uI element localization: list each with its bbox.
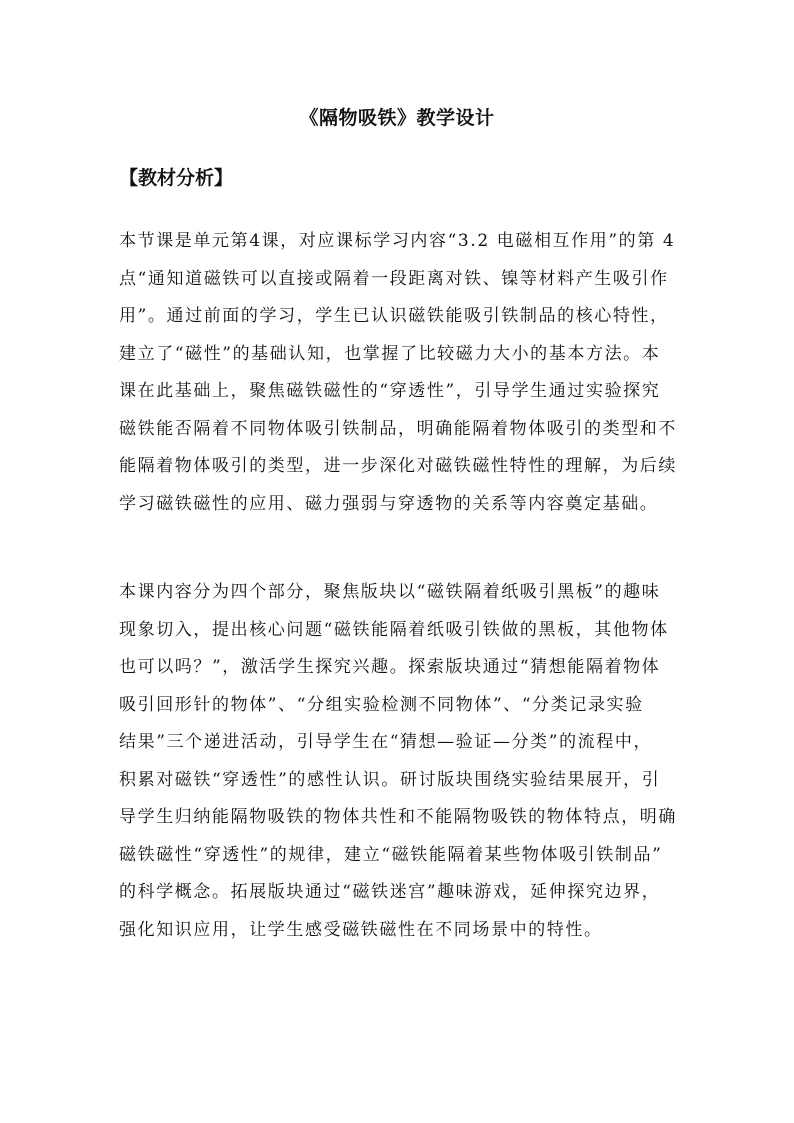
paragraph-line: 磁铁能否隔着不同物体吸引铁制品，明确能隔着物体吸引的类型和不 [119, 418, 677, 439]
paragraph-line: 课在此基础上，聚焦磁铁磁性的“穿透性”，引导学生通过实验探究 [119, 381, 661, 401]
paragraph-line: 建立了“磁性”的基础认知，也掌握了比较磁力大小的基本方法。本 [119, 343, 661, 364]
paragraph-line: 吸引回形针的物体”、“分组实验检测不同物体”、“分类记录实验 [119, 694, 644, 715]
section-heading: 【教材分析】 [119, 167, 234, 189]
paragraph-line: 也可以吗？”，激活学生探究兴趣。探索版块通过“猜想能隔着物体 [119, 657, 661, 677]
paragraph-line: 现象切入，提出核心问题“磁铁能隔着纸吸引铁做的黑板，其他物体 [119, 619, 669, 640]
paragraph-line: 强化知识应用，让学生感受磁铁磁性在不同场景中的特性。 [119, 919, 603, 940]
document-title: 《隔物吸铁》教学设计 [299, 107, 495, 129]
paragraph-line: 本节课是单元第4课，对应课标学习内容“3.2 电磁相互作用”的第 4 [119, 231, 676, 251]
paragraph-line: 积累对磁铁“穿透性”的感性认识。研讨版块围绕实验结果展开，引 [119, 769, 661, 790]
paragraph-1 [119, 223, 679, 523]
paragraph-line: 本课内容分为四个部分，聚焦版块以“磁铁隔着纸吸引黑板”的趣味 [119, 582, 661, 602]
paragraph-line: 点“通知道磁铁可以直接或隔着一段距离对铁、镍等材料产生吸引作 [119, 268, 669, 289]
paragraph-line: 导学生归纳能隔物吸铁的物体共性和不能隔物吸铁的物体特点，明确 [119, 807, 677, 827]
paragraph-line: 磁铁磁性“穿透性”的规律，建立“磁铁能隔着某些物体吸引铁制品” [119, 844, 663, 865]
paragraph-line: 用”。通过前面的学习，学生已认识磁铁能吸引铁制品的核心特性， [119, 306, 669, 326]
paragraph-2 [119, 574, 679, 949]
paragraph-line: 结果”三个递进活动，引导学生在“猜想—验证—分类”的流程中， [119, 732, 653, 752]
paragraph-line: 能隔着物体吸引的类型，进一步深化对磁铁磁性特性的理解，为后续 [119, 456, 677, 476]
paragraph-line: 学习磁铁磁性的应用、磁力强弱与穿透物的关系等内容奠定基础。 [119, 493, 659, 514]
paragraph-line: 的科学概念。拓展版块通过“磁铁迷宫”趣味游戏，延伸探究边界， [119, 882, 661, 902]
